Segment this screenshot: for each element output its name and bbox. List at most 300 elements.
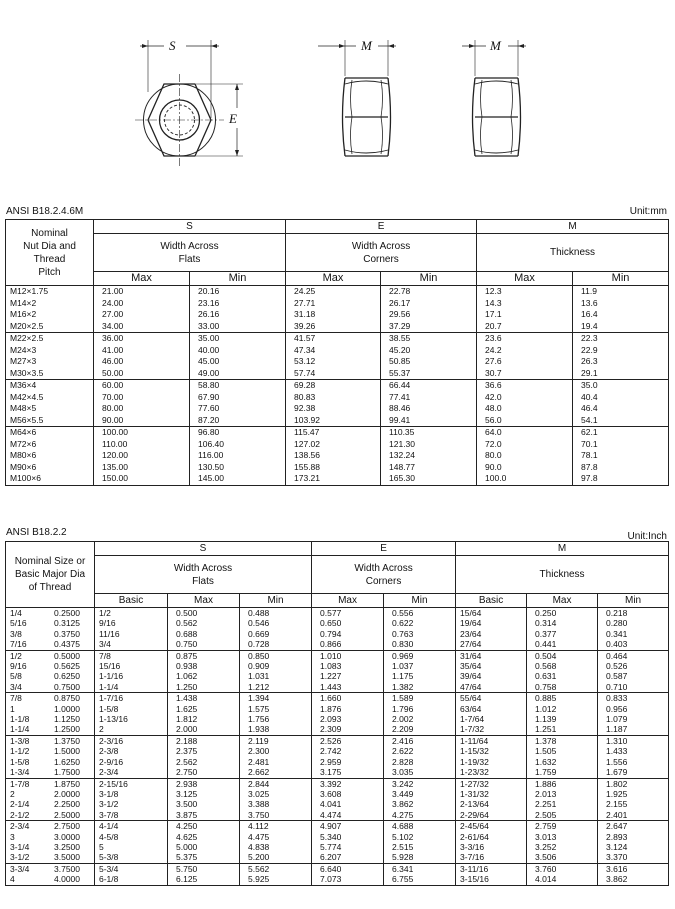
nominal-decimal: 1.7500 — [54, 767, 80, 778]
value-cell: 5.375 — [168, 852, 240, 863]
nominal-size-cell: M56×5.5 — [6, 415, 94, 427]
value-cell: 35.00 — [190, 333, 286, 345]
value-cell: 0.577 — [312, 608, 384, 619]
value-cell: 1.625 — [168, 704, 240, 714]
nominal-size-cell: M27×3 — [6, 356, 94, 368]
table-row — [6, 462, 669, 474]
value-cell: 99.41 — [381, 415, 477, 427]
table-row — [6, 380, 669, 392]
value-cell: 173.21 — [286, 473, 381, 485]
metric-caption: ANSI B18.2.4.6M — [6, 206, 84, 217]
basic-fraction-cell: 55/64 — [456, 693, 527, 704]
value-cell: 110.35 — [381, 427, 477, 439]
basic-fraction-cell: 2-3/8 — [95, 746, 168, 756]
nominal-size-cell — [6, 821, 95, 832]
value-cell: 16.4 — [573, 309, 669, 321]
value-cell: 2.300 — [240, 746, 312, 756]
nominal-size-cell: M48×5 — [6, 403, 94, 415]
value-cell: 26.17 — [381, 298, 477, 310]
table-row — [6, 427, 669, 439]
value-cell: 80.00 — [94, 403, 190, 415]
value-cell: 0.250 — [527, 608, 598, 619]
e-max-header: Max — [286, 272, 381, 286]
table-row — [6, 842, 669, 852]
value-cell: 2.309 — [312, 724, 384, 735]
value-cell: 1.796 — [384, 704, 456, 714]
basic-fraction-cell: 35/64 — [456, 661, 527, 671]
value-cell: 69.28 — [286, 380, 381, 392]
top-view-s-label: S — [169, 38, 176, 53]
basic-fraction-cell: 31/64 — [456, 650, 527, 661]
value-cell: 96.80 — [190, 427, 286, 439]
metric-table-body — [6, 286, 669, 486]
value-cell: 14.3 — [477, 298, 573, 310]
value-cell: 40.00 — [190, 345, 286, 357]
nominal-size-cell — [6, 852, 95, 863]
table-row — [6, 874, 669, 885]
value-cell: 0.833 — [598, 693, 669, 704]
nominal-size-cell — [6, 650, 95, 661]
nominal-decimal: 1.0000 — [54, 703, 80, 714]
value-cell: 22.9 — [573, 345, 669, 357]
value-cell: 2.647 — [598, 821, 669, 832]
basic-fraction-cell: 15/16 — [95, 661, 168, 671]
value-cell: 150.00 — [94, 473, 190, 485]
inch-m-max-header: Max — [527, 594, 598, 608]
end-view — [462, 40, 526, 156]
basic-fraction-cell: 3-3/16 — [456, 842, 527, 852]
nominal-fraction: 5/8 — [10, 671, 22, 682]
value-cell: 3.013 — [527, 832, 598, 842]
basic-fraction-cell: 1-31/32 — [456, 789, 527, 799]
nominal-fraction: 1-3/4 — [10, 767, 30, 778]
value-cell: 1.012 — [527, 704, 598, 714]
nominal-size-cell: M72×6 — [6, 439, 94, 451]
nominal-decimal: 1.3750 — [54, 735, 80, 746]
basic-fraction-cell: 1-1/16 — [95, 671, 168, 681]
nominal-fraction: 3/4 — [10, 681, 22, 692]
value-cell: 0.441 — [527, 639, 598, 650]
value-cell: 66.44 — [381, 380, 477, 392]
value-cell: 1.443 — [312, 682, 384, 693]
value-cell: 1.083 — [312, 661, 384, 671]
nominal-decimal: 0.5625 — [54, 661, 80, 672]
nominal-fraction: 1/4 — [10, 608, 22, 618]
value-cell: 4.014 — [527, 874, 598, 885]
table-row — [6, 473, 669, 485]
nominal-size-cell — [6, 629, 95, 639]
nominal-decimal: 0.2500 — [54, 608, 80, 618]
nominal-size-cell — [6, 842, 95, 852]
basic-fraction-cell: 19/64 — [456, 618, 527, 628]
value-cell: 27.6 — [477, 356, 573, 368]
value-cell: 6.207 — [312, 852, 384, 863]
value-cell: 2.481 — [240, 757, 312, 767]
value-cell: 3.124 — [598, 842, 669, 852]
value-cell: 2.155 — [598, 799, 669, 809]
value-cell: 5.750 — [168, 863, 240, 874]
value-cell: 21.00 — [94, 286, 190, 298]
value-cell: 5.774 — [312, 842, 384, 852]
value-cell: 50.00 — [94, 368, 190, 380]
value-cell: 2.526 — [312, 735, 384, 746]
value-cell: 1.938 — [240, 724, 312, 735]
value-cell: 34.00 — [94, 321, 190, 333]
s-min-header: Min — [190, 272, 286, 286]
nominal-fraction: 1 — [10, 703, 15, 714]
value-cell: 80.0 — [477, 450, 573, 462]
value-cell: 27.71 — [286, 298, 381, 310]
value-cell: 67.90 — [190, 392, 286, 404]
table-row — [6, 693, 669, 704]
basic-fraction-cell: 2-15/16 — [95, 778, 168, 789]
table-row — [6, 333, 669, 345]
value-cell: 127.02 — [286, 439, 381, 451]
basic-fraction-cell: 3-1/8 — [95, 789, 168, 799]
nominal-size-cell: M16×2 — [6, 309, 94, 321]
s-header: S — [94, 220, 286, 234]
value-cell: 0.866 — [312, 639, 384, 650]
nominal-fraction: 3/8 — [10, 628, 22, 639]
value-cell: 1.227 — [312, 671, 384, 681]
value-cell: 5.925 — [240, 874, 312, 885]
inch-s-desc: Width Across Flats — [95, 556, 312, 594]
table-row — [6, 639, 669, 650]
value-cell: 77.60 — [190, 403, 286, 415]
value-cell: 165.30 — [381, 473, 477, 485]
table-row — [6, 724, 669, 735]
value-cell: 5.200 — [240, 852, 312, 863]
e-header: E — [286, 220, 477, 234]
inch-m-desc: Thickness — [456, 556, 669, 594]
value-cell: 0.938 — [168, 661, 240, 671]
nominal-decimal: 1.2500 — [54, 724, 80, 735]
s-max-header: Max — [94, 272, 190, 286]
value-cell: 23.6 — [477, 333, 573, 345]
value-cell: 37.29 — [381, 321, 477, 333]
table-row — [6, 671, 669, 681]
value-cell: 2.188 — [168, 735, 240, 746]
inch-table-body — [6, 608, 669, 886]
value-cell: 2.093 — [312, 714, 384, 724]
nominal-fraction: 2-1/4 — [10, 799, 30, 810]
value-cell: 0.403 — [598, 639, 669, 650]
inch-table — [5, 541, 669, 886]
value-cell: 0.710 — [598, 682, 669, 693]
value-cell: 0.488 — [240, 608, 312, 619]
value-cell: 30.7 — [477, 368, 573, 380]
value-cell: 1.812 — [168, 714, 240, 724]
value-cell: 4.688 — [384, 821, 456, 832]
table-row — [6, 704, 669, 714]
value-cell: 1.212 — [240, 682, 312, 693]
value-cell: 62.1 — [573, 427, 669, 439]
basic-fraction-cell: 2-3/4 — [95, 767, 168, 778]
value-cell: 0.830 — [384, 639, 456, 650]
nominal-size-cell — [6, 767, 95, 778]
nominal-fraction: 5/16 — [10, 618, 27, 629]
table-row — [6, 629, 669, 639]
basic-fraction-cell: 23/64 — [456, 629, 527, 639]
value-cell: 3.608 — [312, 789, 384, 799]
value-cell: 0.763 — [384, 629, 456, 639]
e-min-header: Min — [381, 272, 477, 286]
m-max-header: Max — [477, 272, 573, 286]
nominal-fraction: 1-7/8 — [10, 778, 30, 789]
value-cell: 31.18 — [286, 309, 381, 321]
nominal-decimal: 3.5000 — [54, 852, 80, 863]
value-cell: 3.025 — [240, 789, 312, 799]
side-view — [318, 40, 396, 156]
table-row — [6, 778, 669, 789]
value-cell: 0.750 — [168, 639, 240, 650]
value-cell: 35.0 — [573, 380, 669, 392]
nominal-decimal: 4.0000 — [54, 874, 80, 885]
basic-fraction-cell: 5-3/4 — [95, 863, 168, 874]
value-cell: 78.1 — [573, 450, 669, 462]
value-cell: 120.00 — [94, 450, 190, 462]
value-cell: 1.876 — [312, 704, 384, 714]
value-cell: 0.969 — [384, 650, 456, 661]
value-cell: 2.000 — [168, 724, 240, 735]
value-cell: 0.341 — [598, 629, 669, 639]
nominal-decimal: 2.0000 — [54, 788, 80, 799]
value-cell: 1.433 — [598, 746, 669, 756]
nominal-decimal: 0.7500 — [54, 681, 80, 692]
nominal-decimal: 0.3125 — [54, 618, 80, 629]
nominal-decimal: 1.5000 — [54, 746, 80, 757]
value-cell: 3.388 — [240, 799, 312, 809]
value-cell: 36.00 — [94, 333, 190, 345]
nominal-size-cell — [6, 639, 95, 650]
value-cell: 2.622 — [384, 746, 456, 756]
table-row — [6, 439, 669, 451]
basic-fraction-cell: 3-7/8 — [95, 810, 168, 821]
table-row — [6, 661, 669, 671]
value-cell: 0.546 — [240, 618, 312, 628]
nominal-size-cell — [6, 789, 95, 799]
value-cell: 3.760 — [527, 863, 598, 874]
nominal-fraction: 3-1/2 — [10, 852, 30, 863]
value-cell: 135.00 — [94, 462, 190, 474]
inch-s-basic-header: Basic — [95, 594, 168, 608]
value-cell: 0.280 — [598, 618, 669, 628]
side-view-m-label: M — [361, 38, 372, 53]
table-row — [6, 618, 669, 628]
value-cell: 155.88 — [286, 462, 381, 474]
value-cell: 0.526 — [598, 661, 669, 671]
value-cell: 5.000 — [168, 842, 240, 852]
value-cell: 2.002 — [384, 714, 456, 724]
nominal-size-cell — [6, 746, 95, 756]
value-cell: 29.1 — [573, 368, 669, 380]
nominal-decimal: 0.3750 — [54, 628, 80, 639]
value-cell: 7.073 — [312, 874, 384, 885]
table-row — [6, 821, 669, 832]
table-row — [6, 450, 669, 462]
value-cell: 3.175 — [312, 767, 384, 778]
value-cell: 130.50 — [190, 462, 286, 474]
value-cell: 42.0 — [477, 392, 573, 404]
value-cell: 23.16 — [190, 298, 286, 310]
value-cell: 55.37 — [381, 368, 477, 380]
nominal-size-cell: M90×6 — [6, 462, 94, 474]
table-row — [6, 356, 669, 368]
inch-e-min-header: Min — [384, 594, 456, 608]
value-cell: 1.175 — [384, 671, 456, 681]
value-cell: 116.00 — [190, 450, 286, 462]
nominal-size-cell — [6, 608, 95, 619]
value-cell: 115.47 — [286, 427, 381, 439]
nominal-header: Nominal Nut Dia and Thread Pitch — [6, 220, 94, 286]
basic-fraction-cell: 1-27/32 — [456, 778, 527, 789]
value-cell: 4.275 — [384, 810, 456, 821]
basic-fraction-cell: 2-3/16 — [95, 735, 168, 746]
nominal-decimal: 2.5000 — [54, 809, 80, 820]
value-cell: 1.187 — [598, 724, 669, 735]
nominal-fraction: 1/2 — [10, 650, 22, 661]
value-cell: 2.251 — [527, 799, 598, 809]
table-row — [6, 799, 669, 809]
value-cell: 1.062 — [168, 671, 240, 681]
value-cell: 36.6 — [477, 380, 573, 392]
value-cell: 0.562 — [168, 618, 240, 628]
basic-fraction-cell: 1-15/32 — [456, 746, 527, 756]
basic-fraction-cell: 2-9/16 — [95, 757, 168, 767]
value-cell: 1.556 — [598, 757, 669, 767]
table-row — [6, 832, 669, 842]
value-cell: 0.850 — [240, 650, 312, 661]
table-row — [6, 345, 669, 357]
value-cell: 4.474 — [312, 810, 384, 821]
value-cell: 3.500 — [168, 799, 240, 809]
nominal-decimal: 3.7500 — [54, 863, 80, 874]
nominal-decimal: 3.0000 — [54, 831, 80, 842]
value-cell: 0.464 — [598, 650, 669, 661]
value-cell: 100.0 — [477, 473, 573, 485]
table-row — [6, 810, 669, 821]
value-cell: 90.0 — [477, 462, 573, 474]
nominal-size-cell — [6, 704, 95, 714]
value-cell: 92.38 — [286, 403, 381, 415]
value-cell: 0.650 — [312, 618, 384, 628]
value-cell: 0.568 — [527, 661, 598, 671]
value-cell: 0.956 — [598, 704, 669, 714]
nominal-fraction: 1-1/4 — [10, 724, 30, 735]
value-cell: 0.885 — [527, 693, 598, 704]
inch-caption: ANSI B18.2.2 — [6, 527, 67, 538]
value-cell: 1.251 — [527, 724, 598, 735]
table-row — [6, 746, 669, 756]
basic-fraction-cell: 3-11/16 — [456, 863, 527, 874]
nominal-size-cell: M24×3 — [6, 345, 94, 357]
value-cell: 5.928 — [384, 852, 456, 863]
value-cell: 0.500 — [168, 608, 240, 619]
value-cell: 77.41 — [381, 392, 477, 404]
basic-fraction-cell: 47/64 — [456, 682, 527, 693]
inch-e-header: E — [312, 542, 456, 556]
value-cell: 64.0 — [477, 427, 573, 439]
nominal-size-cell — [6, 661, 95, 671]
value-cell: 17.1 — [477, 309, 573, 321]
nominal-size-cell: M22×2.5 — [6, 333, 94, 345]
basic-fraction-cell: 3-7/16 — [456, 852, 527, 863]
basic-fraction-cell: 2-61/64 — [456, 832, 527, 842]
nominal-size-cell: M36×4 — [6, 380, 94, 392]
value-cell: 50.85 — [381, 356, 477, 368]
value-cell: 1.394 — [240, 693, 312, 704]
value-cell: 2.742 — [312, 746, 384, 756]
basic-fraction-cell: 2-13/64 — [456, 799, 527, 809]
nominal-size-cell — [6, 693, 95, 704]
value-cell: 6.755 — [384, 874, 456, 885]
value-cell: 87.20 — [190, 415, 286, 427]
value-cell: 2.416 — [384, 735, 456, 746]
value-cell: 106.40 — [190, 439, 286, 451]
table-row — [6, 863, 669, 874]
value-cell: 0.758 — [527, 682, 598, 693]
value-cell: 121.30 — [381, 439, 477, 451]
inch-s-max-header: Max — [168, 594, 240, 608]
table-row — [6, 608, 669, 619]
value-cell: 0.218 — [598, 608, 669, 619]
value-cell: 2.209 — [384, 724, 456, 735]
value-cell: 1.802 — [598, 778, 669, 789]
value-cell: 45.20 — [381, 345, 477, 357]
nominal-size-cell — [6, 714, 95, 724]
value-cell: 22.78 — [381, 286, 477, 298]
value-cell: 19.4 — [573, 321, 669, 333]
basic-fraction-cell: 9/16 — [95, 618, 168, 628]
table-row — [6, 286, 669, 298]
value-cell: 2.828 — [384, 757, 456, 767]
value-cell: 49.00 — [190, 368, 286, 380]
value-cell: 1.031 — [240, 671, 312, 681]
value-cell: 1.886 — [527, 778, 598, 789]
value-cell: 100.00 — [94, 427, 190, 439]
basic-fraction-cell: 3/4 — [95, 639, 168, 650]
value-cell: 2.562 — [168, 757, 240, 767]
nominal-size-cell — [6, 778, 95, 789]
basic-fraction-cell: 27/64 — [456, 639, 527, 650]
nominal-decimal: 1.8750 — [54, 778, 80, 789]
value-cell: 2.401 — [598, 810, 669, 821]
value-cell: 1.589 — [384, 693, 456, 704]
value-cell: 2.662 — [240, 767, 312, 778]
nominal-size-cell: M20×2.5 — [6, 321, 94, 333]
value-cell: 70.00 — [94, 392, 190, 404]
value-cell: 4.041 — [312, 799, 384, 809]
table-row — [6, 309, 669, 321]
value-cell: 46.00 — [94, 356, 190, 368]
inch-s-header: S — [95, 542, 312, 556]
table-row — [6, 368, 669, 380]
value-cell: 1.679 — [598, 767, 669, 778]
value-cell: 88.46 — [381, 403, 477, 415]
value-cell: 5.340 — [312, 832, 384, 842]
value-cell: 2.750 — [168, 767, 240, 778]
value-cell: 1.378 — [527, 735, 598, 746]
table-row — [6, 415, 669, 427]
value-cell: 3.242 — [384, 778, 456, 789]
value-cell: 70.1 — [573, 439, 669, 451]
value-cell: 0.556 — [384, 608, 456, 619]
basic-fraction-cell: 1-13/16 — [95, 714, 168, 724]
nominal-decimal: 3.2500 — [54, 841, 80, 852]
value-cell: 20.7 — [477, 321, 573, 333]
nut-drawings — [0, 0, 675, 200]
nominal-size-cell — [6, 799, 95, 809]
